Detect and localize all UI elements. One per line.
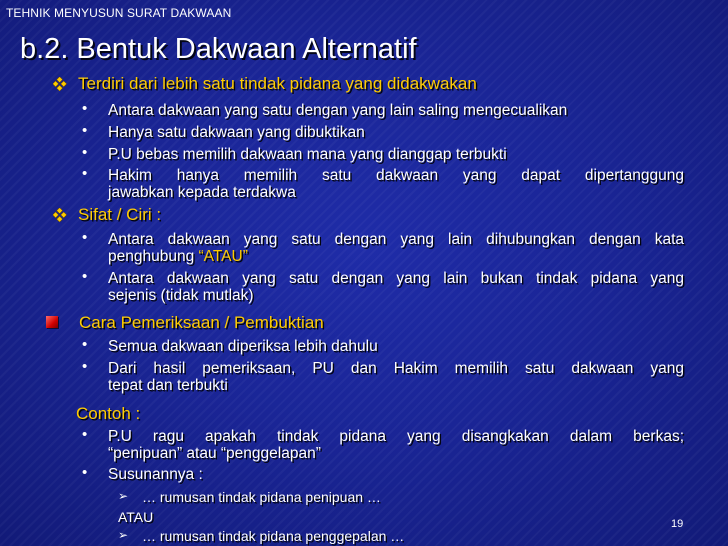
section1-item-4-line2: jawabkan kepada terdakwa <box>108 184 296 201</box>
section4-item-1-line2: “penipuan” atau “penggelapan” <box>108 445 321 462</box>
section2-item-2-line1: Antara dakwaan yang satu dengan yang lain bukan tindak pidana yang <box>108 270 684 287</box>
atau-label: ATAU <box>118 509 154 525</box>
arrow-bullet-icon: ➢ <box>118 528 129 542</box>
slide-title: b.2. Bentuk Dakwaan Alternatif <box>20 33 417 65</box>
dot-bullet-icon: • <box>82 144 88 161</box>
square-bullet-icon <box>46 316 58 328</box>
section2-item-1-line2 <box>108 248 684 265</box>
section4-heading: Contoh : <box>76 404 141 423</box>
section4-item-1-line1: P.U ragu apakah tindak pidana yang disangkakan dalam berkas; <box>108 428 684 445</box>
dot-bullet-icon: • <box>82 229 88 246</box>
section2-item-1-prefix: penghubung <box>108 248 199 265</box>
dot-bullet-icon: • <box>82 165 88 182</box>
section3-item-2-line2: tepat dan terbukti <box>108 377 228 394</box>
section3-item-1: Semua dakwaan diperiksa lebih dahulu <box>108 338 378 355</box>
dot-bullet-icon: • <box>82 336 88 353</box>
section1-item-4 <box>108 167 684 201</box>
section3-item-2 <box>108 360 684 394</box>
dot-bullet-icon: • <box>82 100 88 117</box>
diamond-bullet-icon <box>53 77 67 91</box>
dot-bullet-icon: • <box>82 464 88 481</box>
section1-item-4-line1: Hakim hanya memilih satu dakwaan yang dapat dipertanggung <box>108 167 684 184</box>
arrow-bullet-icon: ➢ <box>118 489 129 503</box>
section2-item-1 <box>108 231 684 265</box>
dot-bullet-icon: • <box>82 426 88 443</box>
section1-item-1: Antara dakwaan yang satu dengan yang lain saling mengecualikan <box>108 102 568 119</box>
section1-item-3: P.U bebas memilih dakwaan mana yang dianggap terbukti <box>108 146 507 163</box>
section2-heading: Sifat / Ciri : <box>78 205 162 224</box>
section4-item-1 <box>108 428 684 462</box>
diamond-bullet-icon <box>53 208 67 222</box>
section2-item-2 <box>108 270 684 304</box>
atau-highlight: “ATAU” <box>198 248 248 265</box>
section2-item-2-line2: sejenis (tidak mutlak) <box>108 287 254 304</box>
slide-header: TEHNIK MENYUSUN SURAT DAKWAAN <box>6 6 232 20</box>
section1-item-2: Hanya satu dakwaan yang dibuktikan <box>108 124 365 141</box>
section3-item-2-line1: Dari hasil pemeriksaan, PU dan Hakim memilih satu dakwaan yang <box>108 360 684 377</box>
dot-bullet-icon: • <box>82 358 88 375</box>
section1-heading: Terdiri dari lebih satu tindak pidana yang didakwakan <box>78 74 477 93</box>
dot-bullet-icon: • <box>82 122 88 139</box>
section2-item-1-line1: Antara dakwaan yang satu dengan yang lain dihubungkan dengan kata <box>108 231 684 248</box>
section4-sub-2: … rumusan tindak pidana penggepalan … <box>142 528 405 544</box>
page-number: 19 <box>671 518 684 530</box>
section4-sub-1: … rumusan tindak pidana penipuan … <box>142 489 381 505</box>
dot-bullet-icon: • <box>82 268 88 285</box>
section3-heading: Cara Pemeriksaan / Pembuktian <box>79 313 324 332</box>
section4-item-2: Susunannya : <box>108 466 203 483</box>
